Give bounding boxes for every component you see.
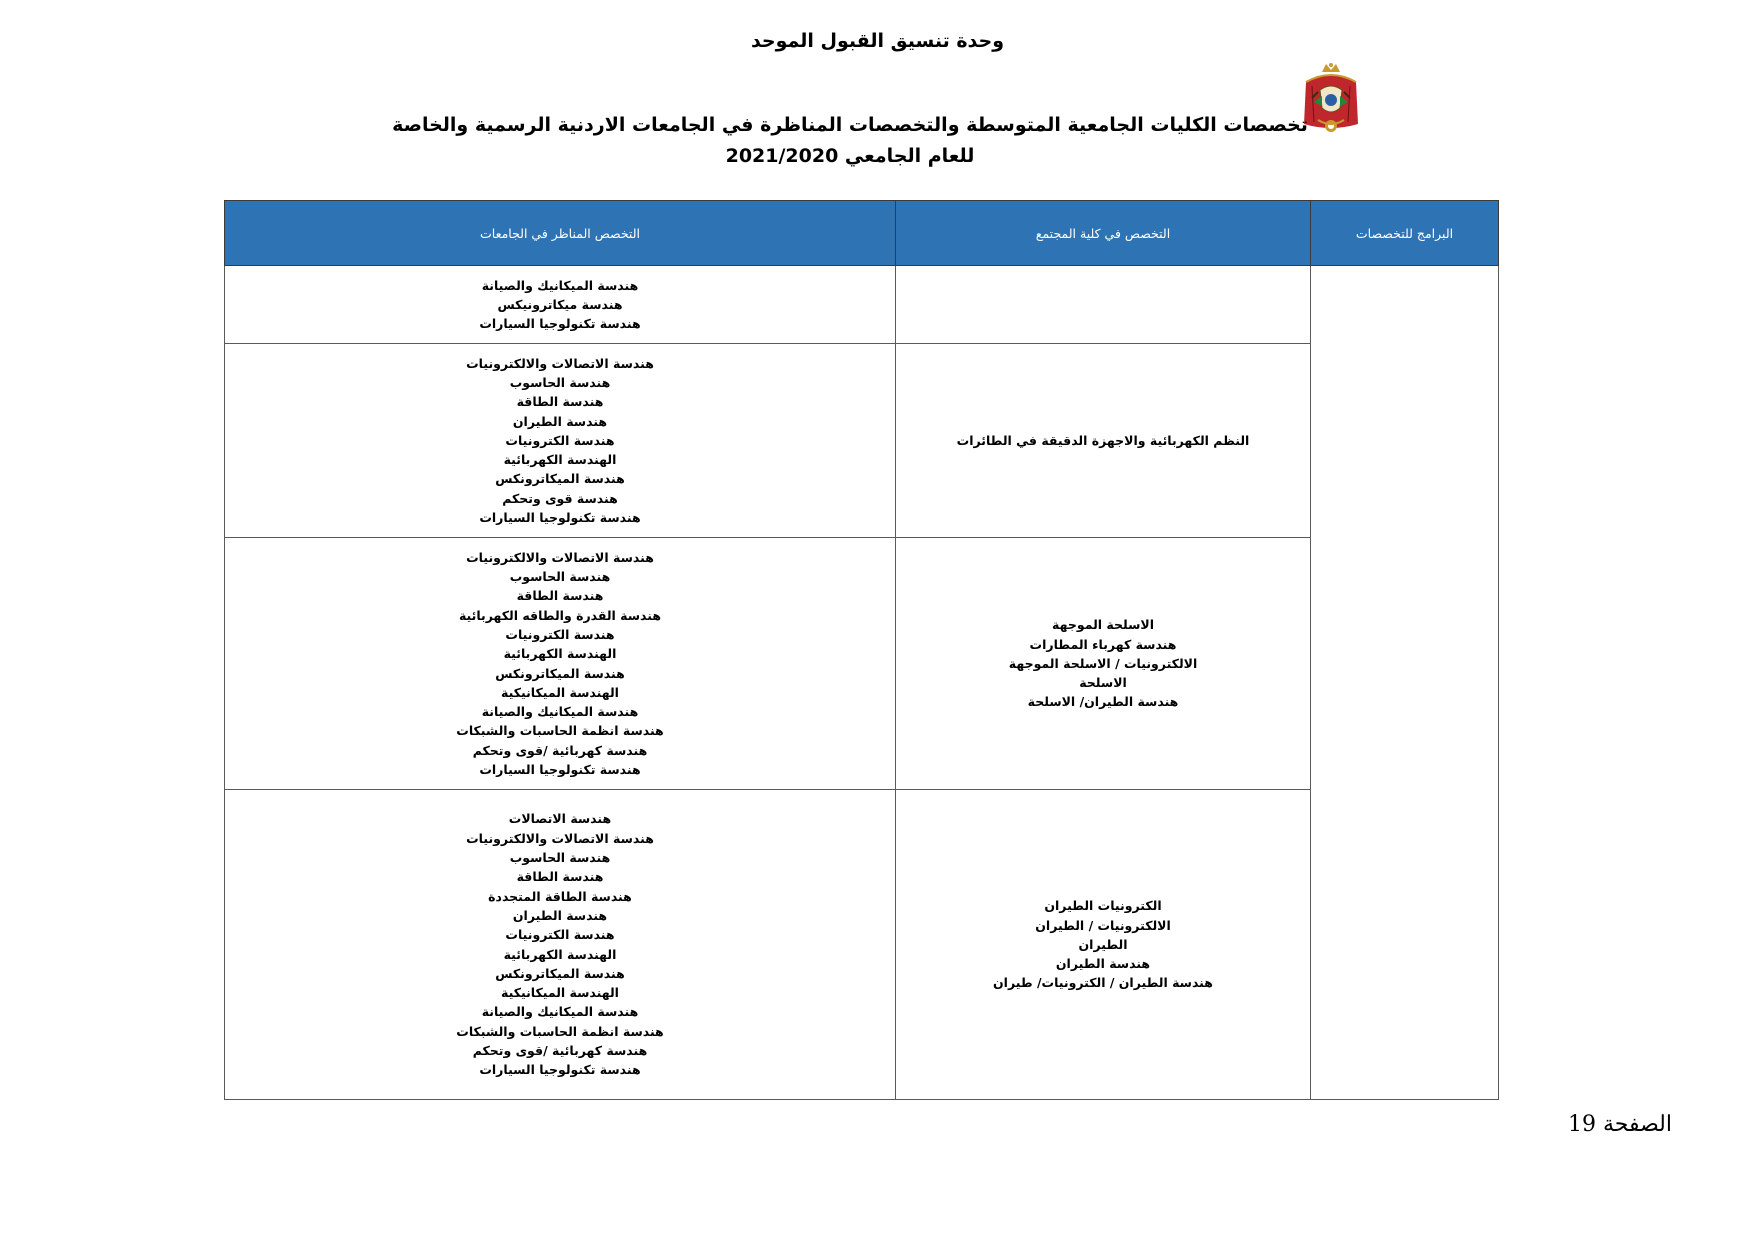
- document-title: [300, 110, 1400, 172]
- table-row: [225, 790, 1499, 1100]
- list-item: هندسة تكنولوجيا السيارات: [479, 510, 641, 526]
- page-number: الصفحة 19: [1567, 1112, 1672, 1137]
- header-programs: البرامج للتخصصات: [1311, 201, 1499, 266]
- list-item: هندسة الاتصالات: [508, 811, 612, 827]
- list-item: الهندسة الميكانيكية: [501, 985, 619, 1001]
- list-item: الكترونيات الطيران: [1044, 898, 1162, 914]
- list-item: هندسة تكنولوجيا السيارات: [479, 761, 641, 777]
- list-item: هندسة الحاسوب: [509, 374, 611, 390]
- list-item: هندسة الطيران: [512, 907, 608, 923]
- list-item: الاسلحة الموجهة: [1052, 617, 1154, 633]
- list-item: هندسة الكترونيات: [505, 432, 615, 448]
- table-header-row: [225, 201, 1499, 266]
- list-item: الالكترونيات / الطيران: [1035, 917, 1171, 933]
- list-item: هندسة كهربائية /قوى وتحكم: [472, 1042, 648, 1058]
- list-item: هندسة القدرة والطاقه الكهربائية: [458, 607, 662, 623]
- list-item: هندسة انظمة الحاسبات والشبكات: [456, 1023, 664, 1039]
- list-item: هندسة الطاقة: [516, 588, 604, 604]
- list-item: الالكترونيات / الاسلحة الموجهة: [1008, 655, 1198, 671]
- list-item: الهندسة الكهربائية: [503, 946, 617, 962]
- list-item: هندسة الاتصالات والالكترونيات: [466, 355, 654, 371]
- list-item: هندسة كهرباء المطارات: [1029, 636, 1177, 652]
- list-item: هندسة الاتصالات والالكترونيات: [466, 830, 654, 846]
- list-item: الهندسة الكهربائية: [503, 646, 617, 662]
- list-item: هندسة ميكاترونيكس: [497, 296, 623, 312]
- majors-table: [224, 200, 1499, 1100]
- list-item: هندسة الكترونيات: [505, 626, 615, 642]
- table-row: [225, 344, 1499, 538]
- programs-cell: [1311, 266, 1499, 1100]
- list-item: هندسة الطيران / الكترونيات/ طيران: [993, 975, 1213, 991]
- list-item: الطيران: [1078, 936, 1128, 952]
- university-major-cell: [225, 538, 896, 790]
- list-item: هندسة تكنولوجيا السيارات: [479, 1062, 641, 1078]
- list-item: هندسة كهربائية /قوى وتحكم: [472, 742, 648, 758]
- list-item: هندسة الطيران: [1055, 956, 1151, 972]
- university-major-cell: [225, 790, 896, 1100]
- list-item: هندسة الميكاترونكس: [495, 665, 625, 681]
- community-major-cell: [896, 538, 1311, 790]
- list-item: الهندسة الكهربائية: [503, 452, 617, 468]
- list-item: هندسة الحاسوب: [509, 569, 611, 585]
- list-item: هندسة الطاقة: [516, 869, 604, 885]
- list-item: هندسة الطاقة المتجددة: [488, 888, 632, 904]
- university-major-cell: [225, 344, 896, 538]
- header-university-major: التخصص المناظر في الجامعات: [225, 201, 896, 266]
- list-item: هندسة الميكانيك والصيانة: [481, 704, 639, 720]
- title-line-1: تخصصات الكليات الجامعية المتوسطة والتخصصات المناظرة في الجامعات الاردنية الرسمية والخاصة: [392, 114, 1308, 136]
- list-item: هندسة الطيران/ الاسلحة: [1027, 694, 1179, 710]
- list-item: هندسة الميكاترونكس: [495, 471, 625, 487]
- list-item: الهندسة الميكانيكية: [501, 684, 619, 700]
- list-item: هندسة تكنولوجيا السيارات: [479, 316, 641, 332]
- community-major-cell: [896, 790, 1311, 1100]
- list-item: هندسة الاتصالات والالكترونيات: [466, 549, 654, 565]
- unit-name: وحدة تنسيق القبول الموحد: [750, 30, 1005, 52]
- list-item: هندسة الكترونيات: [505, 927, 615, 943]
- list-item: النظم الكهربائية والاجهزة الدقيقة في الطائرات: [956, 432, 1250, 448]
- header-community-major: التخصص في كلية المجتمع: [896, 201, 1311, 266]
- table-row: [225, 538, 1499, 790]
- community-major-cell: [896, 266, 1311, 344]
- list-item: هندسة الطيران: [512, 413, 608, 429]
- title-line-2: للعام الجامعي 2021/2020: [725, 145, 975, 167]
- table-row: [225, 266, 1499, 344]
- list-item: هندسة الحاسوب: [509, 850, 611, 866]
- list-item: هندسة الطاقة: [516, 394, 604, 410]
- table-body: [225, 266, 1499, 1100]
- list-item: هندسة الميكانيك والصيانة: [481, 1004, 639, 1020]
- community-major-cell: [896, 344, 1311, 538]
- list-item: هندسة انظمة الحاسبات والشبكات: [456, 723, 664, 739]
- list-item: هندسة الميكاترونكس: [495, 965, 625, 981]
- university-major-cell: [225, 266, 896, 344]
- list-item: الاسلحة: [1079, 675, 1127, 691]
- list-item: هندسة الميكانيك والصيانة: [481, 277, 639, 293]
- list-item: هندسة قوى وتحكم: [502, 490, 618, 506]
